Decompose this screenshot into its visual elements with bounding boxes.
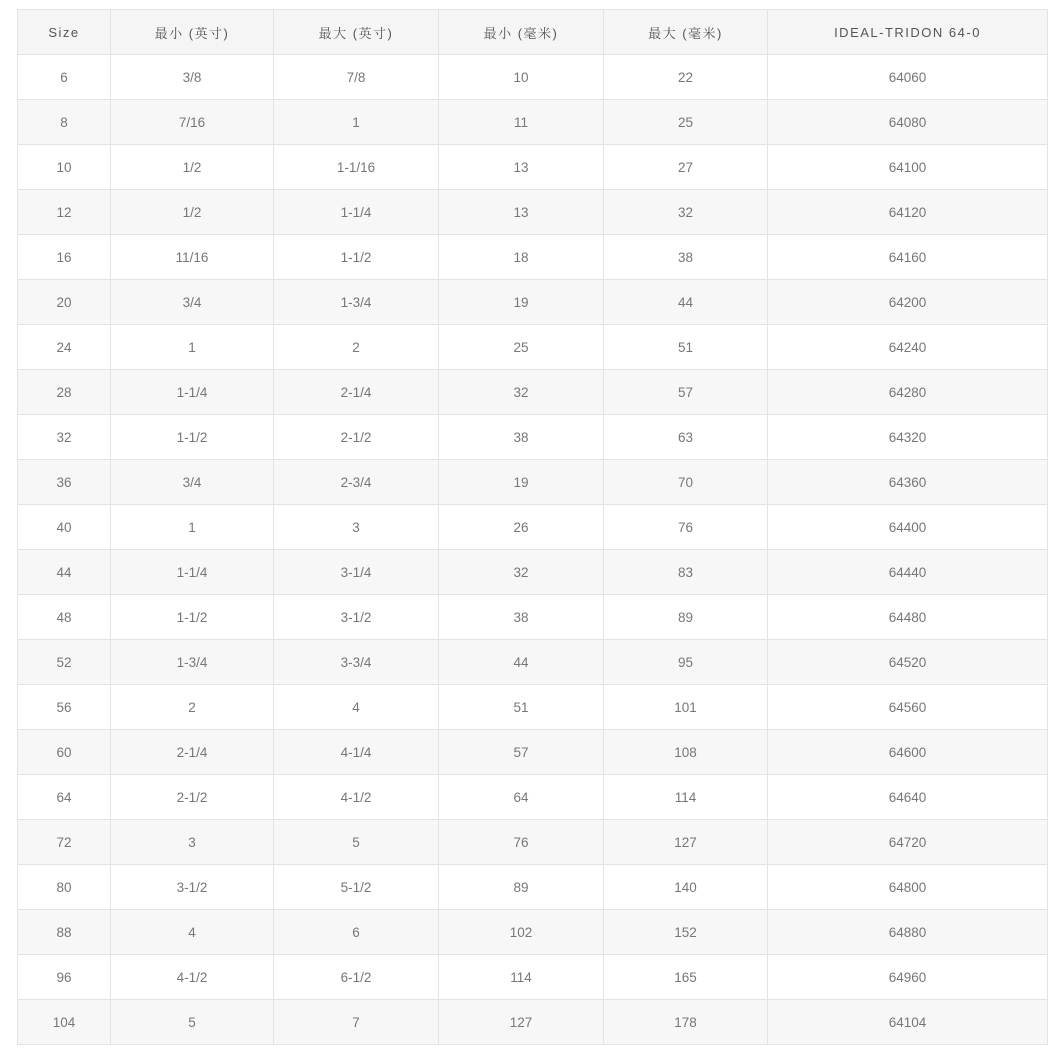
table-row (18, 595, 1048, 640)
table-cell: 13 (439, 145, 604, 190)
table-cell: 27 (604, 145, 768, 190)
table-cell: 1 (111, 505, 274, 550)
table-cell: 63 (604, 415, 768, 460)
table-cell: 25 (604, 100, 768, 145)
table-cell: 60 (18, 730, 111, 775)
table-cell: 44 (439, 640, 604, 685)
table-cell: 32 (18, 415, 111, 460)
table-cell: 1-1/2 (111, 595, 274, 640)
column-header: Size (18, 10, 111, 55)
table-cell: 3/4 (111, 280, 274, 325)
table-cell: 64320 (768, 415, 1048, 460)
table-cell: 5 (274, 820, 439, 865)
table-row (18, 460, 1048, 505)
table-cell: 64120 (768, 190, 1048, 235)
table-row (18, 415, 1048, 460)
table-row (18, 865, 1048, 910)
table-cell: 13 (439, 190, 604, 235)
column-header: 最小 (毫米) (439, 10, 604, 55)
table-body (18, 55, 1048, 1045)
table-row (18, 775, 1048, 820)
table-cell: 4-1/2 (274, 775, 439, 820)
table-cell: 44 (604, 280, 768, 325)
table-row (18, 235, 1048, 280)
table-cell: 1-1/2 (111, 415, 274, 460)
table-cell: 26 (439, 505, 604, 550)
table-cell: 19 (439, 460, 604, 505)
table-row (18, 505, 1048, 550)
table-cell: 64800 (768, 865, 1048, 910)
table-cell: 6 (274, 910, 439, 955)
table-cell: 2-1/2 (274, 415, 439, 460)
table-cell: 1-1/4 (111, 370, 274, 415)
table-cell: 102 (439, 910, 604, 955)
table-row (18, 55, 1048, 100)
table-cell: 108 (604, 730, 768, 775)
table-cell: 1-1/4 (274, 190, 439, 235)
table-cell: 38 (439, 595, 604, 640)
column-header: 最大 (毫米) (604, 10, 768, 55)
table-cell: 64720 (768, 820, 1048, 865)
table-cell: 114 (439, 955, 604, 1000)
table-cell: 5 (111, 1000, 274, 1045)
table-cell: 1-3/4 (111, 640, 274, 685)
table-cell: 44 (18, 550, 111, 595)
table-cell: 32 (439, 550, 604, 595)
table-cell: 1-1/4 (111, 550, 274, 595)
table-row (18, 955, 1048, 1000)
table-cell: 22 (604, 55, 768, 100)
table-cell: 4 (111, 910, 274, 955)
table-cell: 25 (439, 325, 604, 370)
table-cell: 64520 (768, 640, 1048, 685)
table-cell: 152 (604, 910, 768, 955)
table-cell: 18 (439, 235, 604, 280)
column-header: 最大 (英寸) (274, 10, 439, 55)
table-row (18, 145, 1048, 190)
table-cell: 2 (274, 325, 439, 370)
table-cell: 12 (18, 190, 111, 235)
table-cell: 1-1/2 (274, 235, 439, 280)
table-cell: 64 (18, 775, 111, 820)
table-cell: 16 (18, 235, 111, 280)
table-cell: 96 (18, 955, 111, 1000)
table-cell: 64080 (768, 100, 1048, 145)
table-cell: 8 (18, 100, 111, 145)
table-cell: 20 (18, 280, 111, 325)
table-cell: 1 (111, 325, 274, 370)
table-cell: 57 (439, 730, 604, 775)
table-cell: 32 (604, 190, 768, 235)
table-cell: 7 (274, 1000, 439, 1045)
table-cell: 2-1/2 (111, 775, 274, 820)
table-cell: 64400 (768, 505, 1048, 550)
table-cell: 88 (18, 910, 111, 955)
table-cell: 4-1/4 (274, 730, 439, 775)
table-cell: 64880 (768, 910, 1048, 955)
table-row (18, 820, 1048, 865)
table-cell: 52 (18, 640, 111, 685)
table-cell: 1 (274, 100, 439, 145)
table-cell: 19 (439, 280, 604, 325)
table-cell: 64480 (768, 595, 1048, 640)
table-cell: 3 (111, 820, 274, 865)
table-row (18, 190, 1048, 235)
table-cell: 64100 (768, 145, 1048, 190)
table-cell: 11 (439, 100, 604, 145)
table-cell: 24 (18, 325, 111, 370)
table-cell: 3-1/4 (274, 550, 439, 595)
table-cell: 40 (18, 505, 111, 550)
table-cell: 80 (18, 865, 111, 910)
table-cell: 64600 (768, 730, 1048, 775)
table-cell: 178 (604, 1000, 768, 1045)
table-cell: 2-3/4 (274, 460, 439, 505)
table-cell: 1/2 (111, 145, 274, 190)
table-cell: 165 (604, 955, 768, 1000)
table-cell: 51 (439, 685, 604, 730)
table-cell: 4 (274, 685, 439, 730)
table-cell: 114 (604, 775, 768, 820)
table-row (18, 280, 1048, 325)
table-cell: 64440 (768, 550, 1048, 595)
table-cell: 3-1/2 (111, 865, 274, 910)
table-cell: 64560 (768, 685, 1048, 730)
table-cell: 83 (604, 550, 768, 595)
table-cell: 11/16 (111, 235, 274, 280)
column-header: IDEAL-TRIDON 64-0 (768, 10, 1048, 55)
table-cell: 10 (439, 55, 604, 100)
table-cell: 101 (604, 685, 768, 730)
table-cell: 64240 (768, 325, 1048, 370)
table-cell: 3/8 (111, 55, 274, 100)
table-cell: 36 (18, 460, 111, 505)
table-row (18, 685, 1048, 730)
table-cell: 95 (604, 640, 768, 685)
table-cell: 6 (18, 55, 111, 100)
table-cell: 48 (18, 595, 111, 640)
table-cell: 104 (18, 1000, 111, 1045)
table-cell: 64640 (768, 775, 1048, 820)
table-cell: 6-1/2 (274, 955, 439, 1000)
table-cell: 64 (439, 775, 604, 820)
table-cell: 7/16 (111, 100, 274, 145)
table-cell: 57 (604, 370, 768, 415)
table-cell: 127 (439, 1000, 604, 1045)
table-cell: 2-1/4 (274, 370, 439, 415)
table-cell: 72 (18, 820, 111, 865)
table-row (18, 640, 1048, 685)
table-cell: 64360 (768, 460, 1048, 505)
table-row (18, 730, 1048, 775)
table-cell: 1/2 (111, 190, 274, 235)
table-cell: 2 (111, 685, 274, 730)
table-cell: 64160 (768, 235, 1048, 280)
table-cell: 38 (604, 235, 768, 280)
table-cell: 56 (18, 685, 111, 730)
table-cell: 64060 (768, 55, 1048, 100)
table-cell: 28 (18, 370, 111, 415)
table-row (18, 100, 1048, 145)
table-cell: 76 (439, 820, 604, 865)
table-cell: 10 (18, 145, 111, 190)
table-cell: 3/4 (111, 460, 274, 505)
table-cell: 76 (604, 505, 768, 550)
table-cell: 3 (274, 505, 439, 550)
table-row (18, 370, 1048, 415)
table-cell: 4-1/2 (111, 955, 274, 1000)
size-chart-table (17, 9, 1048, 1045)
table-cell: 7/8 (274, 55, 439, 100)
table-cell: 51 (604, 325, 768, 370)
table-cell: 127 (604, 820, 768, 865)
table-cell: 64104 (768, 1000, 1048, 1045)
table-cell: 64280 (768, 370, 1048, 415)
table-cell: 64960 (768, 955, 1048, 1000)
table-cell: 2-1/4 (111, 730, 274, 775)
table-cell: 89 (439, 865, 604, 910)
table-cell: 1-3/4 (274, 280, 439, 325)
table-row (18, 325, 1048, 370)
table-cell: 5-1/2 (274, 865, 439, 910)
table-cell: 70 (604, 460, 768, 505)
table-cell: 64200 (768, 280, 1048, 325)
table-cell: 1-1/16 (274, 145, 439, 190)
table-cell: 140 (604, 865, 768, 910)
table-row (18, 910, 1048, 955)
table-cell: 38 (439, 415, 604, 460)
header-row (18, 10, 1048, 55)
table-row (18, 1000, 1048, 1045)
table-cell: 3-3/4 (274, 640, 439, 685)
column-header: 最小 (英寸) (111, 10, 274, 55)
table-cell: 3-1/2 (274, 595, 439, 640)
table-cell: 32 (439, 370, 604, 415)
table-row (18, 550, 1048, 595)
table-cell: 89 (604, 595, 768, 640)
